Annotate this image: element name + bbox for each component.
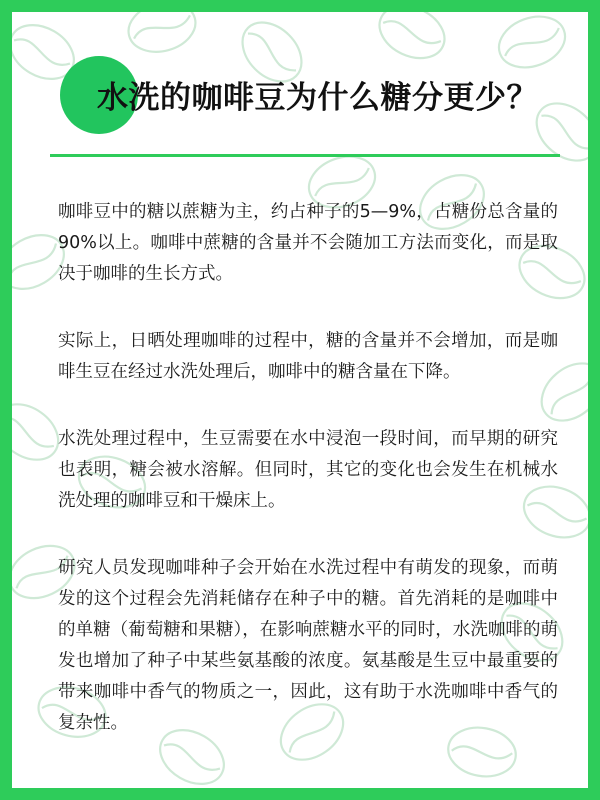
coffee-bean-icon — [371, 12, 453, 68]
paragraph-4: 研究人员发现咖啡种子会开始在水洗过程中有萌发的现象，而萌发的这个过程会先消耗储存在种子中的糖。首先消耗的是咖啡中的单糖（葡萄糖和果糖），在影响蔗糖水平的同时，水洗咖啡的萌发也增加了种子中某些氨基酸的浓度。氨基酸是生豆中最重要的带来咖啡中香气的物质之一，因此，这有助于水洗咖啡中香气的复杂性。 — [58, 558, 558, 733]
paragraph-3: 水洗处理过程中，生豆需要在水中浸泡一段时间，而早期的研究也表明，糖会被水溶解。但同时，其它的变化也会发生在机械水洗处理的咖啡豆和干燥床上。 — [58, 429, 558, 511]
paragraph-2: 实际上，日晒处理咖啡的过程中，糖的含量并不会增加，而是咖啡生豆在经过水洗处理后，咖啡中的糖含量在下降。 — [58, 331, 558, 382]
title-divider — [50, 154, 560, 157]
paragraph-1: 咖啡豆中的糖以蔗糖为主，约占种子的5—9%，占糖份总含量的90%以上。咖啡中蔗糖的含量并不会随加工方法而变化，而是取决于咖啡的生长方式。 — [58, 202, 558, 284]
article-body — [58, 197, 558, 775]
coffee-bean-icon — [492, 12, 572, 76]
page-title: 水洗的咖啡豆为什么糖分更少？ — [97, 80, 538, 116]
coffee-bean-icon — [123, 12, 201, 59]
